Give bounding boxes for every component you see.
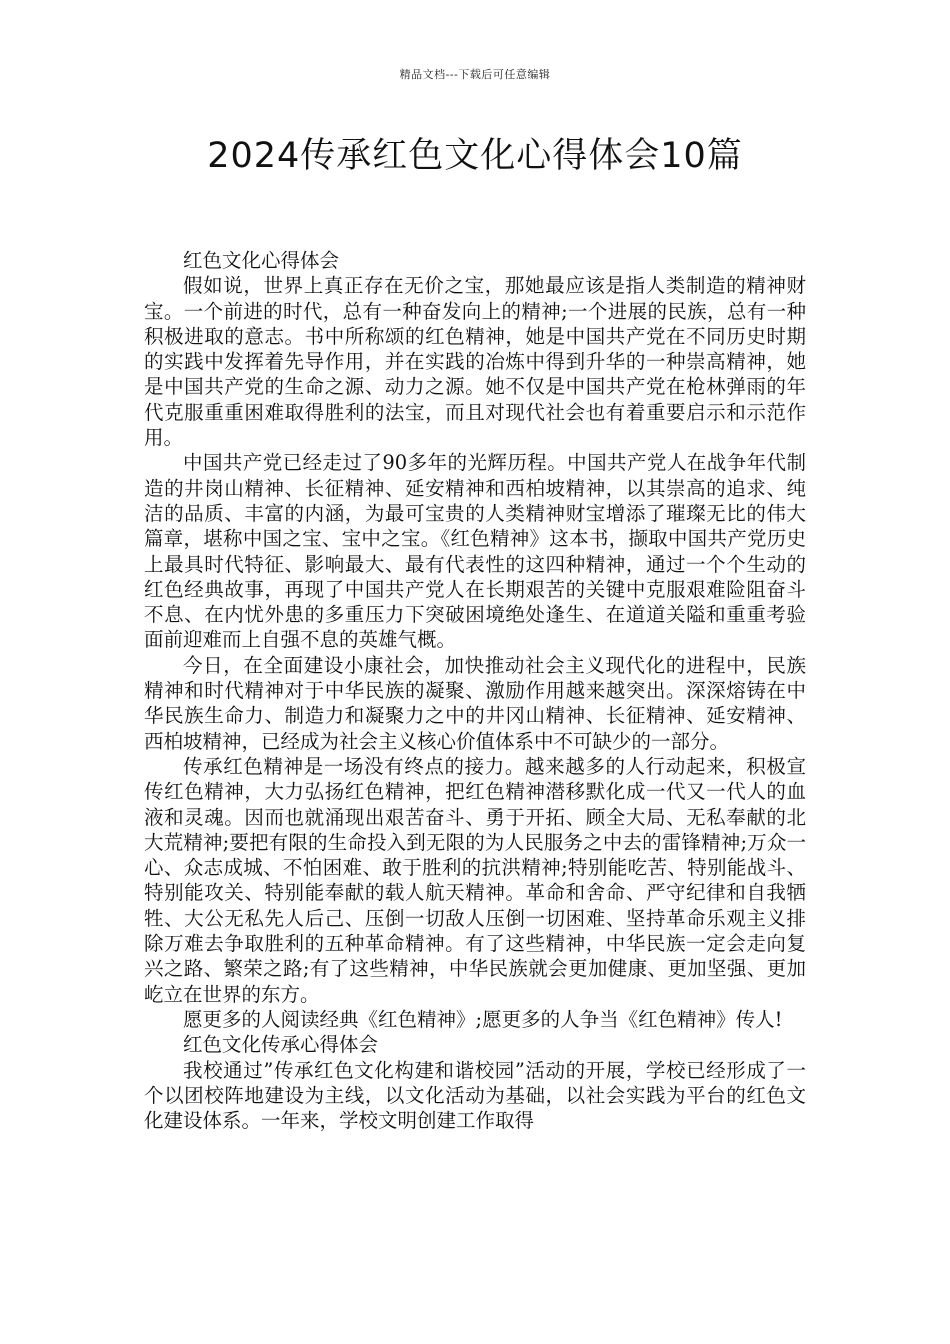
paragraph: 我校通过”传承红色文化构建和谐校园”活动的开展，学校已经形成了一个以团校阵地建设为主线，以文化活动为基础，以社会实践为平台的红色文化建设体系。一年来，学校文明创建工作取得 bbox=[144, 1058, 806, 1133]
section-heading: 红色文化传承心得体会 bbox=[183, 1033, 379, 1057]
section-heading: 红色文化心得体会 bbox=[183, 249, 340, 272]
document-title: 2024传承红色文化心得体会10篇 bbox=[207, 136, 743, 176]
page-header: 精品文档---下载后可任意编辑 bbox=[399, 68, 551, 81]
paragraph: 愿更多的人阅读经典《红色精神》;愿更多的人争当《红色精神》传人! bbox=[183, 1007, 783, 1031]
paragraph: 假如说，世界上真正存在无价之宝，那她最应该是指人类制造的精神财宝。一个前进的时代，总有一种奋发向上的精神;一个进展的民族，总有一种积极进取的意志。书中所称颂的红色精神，她是中国共产党在不同历史时期的实践中发挥着先导作用，并在实践的冶炼中得到升华的一种崇高精神，她是中国共产党的生命之源、动力之源。她不仅是中国共产党在枪林弹雨的年代克服重重困难取得胜利的法宝，而且对现代社会也有着重要启示和示范作用。 bbox=[144, 274, 806, 450]
paragraph: 传承红色精神是一场没有终点的接力。越来越多的人行动起来，积极宣传红色精神，大力弘扬红色精神，把红色精神潜移默化成一代又一代人的血液和灵魂。因而也就涌现出艰苦奋斗、勇于开拓、顾全大局、无私奉献的北大荒精神;要把有限的生命投入到无限的为人民服务之中去的雷锋精神;万众一心、众志成城、不怕困难、敢于胜利的抗洪精神;特别能吃苦、特别能战斗、特别能攻关、特别能奉献的载人航天精神。革命和舍命、严守纪律和自我牺牲、大公无私先人后己、压倒一切敌人压倒一切困难、坚持革命乐观主义排除万难去争取胜利的五种革命精神。有了这些精神，中华民族一定会走向复兴之路、繁荣之路;有了这些精神，中华民族就会更加健康、更加坚强、更加屹立在世界的东方。 bbox=[144, 754, 806, 1006]
paragraph: 今日，在全面建设小康社会，加快推动社会主义现代化的进程中，民族精神和时代精神对于中华民族的凝聚、激励作用越来越突出。深深熔铸在中华民族生命力、制造力和凝聚力之中的井冈山精神、长征精神、延安精神、西柏坡精神，已经成为社会主义核心价值体系中不可缺少的一部分。 bbox=[144, 653, 806, 753]
document-body bbox=[144, 248, 806, 1133]
paragraph: 中国共产党已经走过了90多年的光辉历程。中国共产党人在战争年代制造的井岗山精神、长征精神、延安精神和西柏坡精神，以其崇高的追求、纯洁的品质、丰富的内涵，为最可宝贵的人类精神财宝增添了璀璨无比的伟大篇章，堪称中国之宝、宝中之宝。《红色精神》这本书，撷取中国共产党历史上最具时代特征、影响最大、最有代表性的这四种精神，通过一个个生动的红色经典故事，再现了中国共产党人在长期艰苦的关键中克服艰难险阻奋斗不息、在内忧外患的多重压力下突破困境绝处逢生、在道道关隘和重重考验面前迎难而上自强不息的英雄气概。 bbox=[144, 451, 806, 652]
